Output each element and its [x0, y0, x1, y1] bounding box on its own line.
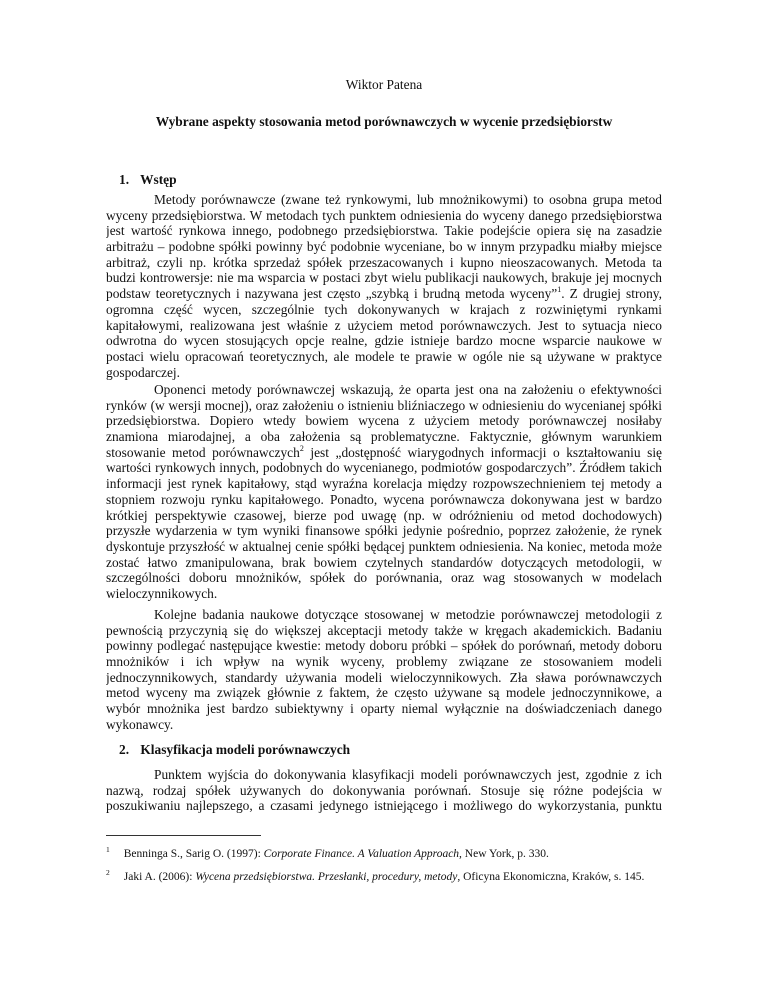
text-line [106, 508, 662, 524]
text-line [106, 208, 662, 224]
line-text: odwrotna do wycen stosujących opcje realne, gdzie istnieje bardzo mocne wsparcie naukowe w [106, 333, 662, 349]
line-text: stosowanie metod porównawczych [106, 444, 300, 460]
line-text: metod wyceny ma związek głównie z faktem, że często używane są modele jednoczynnikowe, a [106, 685, 662, 701]
footnote-author: Benninga S., Sarig O. (1997): [123, 848, 264, 860]
footnote-1 [106, 847, 662, 862]
text-line [106, 460, 662, 476]
footnote-title: Wycena przedsiębiorstwa. Przesłanki, procedury, metody [195, 871, 458, 883]
line-text: Kolejne badania naukowe dotyczące stosowanej w metodzie porównawczej metodologii z [154, 607, 662, 622]
text-line [106, 223, 662, 239]
section-title: Klasyfikacja modeli porównawczych [140, 742, 351, 757]
text-line [106, 365, 662, 381]
text-line [106, 302, 662, 318]
line-text: arbitrażu – podobne spółki powinny być podobnie wyceniane, bo w innym przypadku miałby miejsce [106, 239, 662, 255]
line-text: wartości rynkowych innych, podobnych do wycenianego, podmiotów gospodarczych”. Źródłem takich [106, 460, 662, 476]
text-line [106, 570, 662, 586]
line-text: wybór mnożnika jest bardzo subiektywny i oparty niemal wyłącznie na doświadczeniach danego [106, 701, 662, 717]
text-line [106, 670, 662, 686]
text-line [106, 555, 662, 571]
line-text: Oponenci metody porównawczej wskazują, że oparta jest ona na założeniu o efektywności [154, 382, 662, 397]
footnote-publisher: , Oficyna Ekonomiczna, Kraków, s. 145. [457, 871, 645, 883]
paragraph [106, 767, 662, 814]
line-text: przedsiębiorstwa. Dopiero wtedy bowiem wycena z użyciem metody porównawczej nosiłaby [106, 413, 662, 429]
footnote-number: 2 [106, 868, 110, 877]
line-text: znamiona miarodajnej, a oba założenia są problematyczne. Faktycznie, głównym warunkiem [106, 429, 662, 445]
line-text: wykonawcy. [106, 716, 174, 732]
section-heading-2 [119, 742, 350, 758]
text-line [106, 286, 662, 302]
footnote-title: Corporate Finance. A Valuation Approach, [263, 848, 462, 860]
paragraph [106, 192, 662, 380]
footnote-publisher: New York, p. 330. [461, 848, 549, 860]
line-text: przyszłe wydarzenia w tym wyniki finansowe spółki jedynie pośrednio, poprzez założenie, że rynek [106, 523, 662, 539]
line-text: szczególności doboru mnożników, spółek do porównania, oraz wag stosowanych w modelach [106, 570, 662, 586]
text-line [106, 654, 662, 670]
line-text: budzi kontrowersje: nie ma wsparcia w postaci zbyt wielu publikacji naukowych, brakuje jej mocnych [106, 270, 662, 286]
line-text: wieloczynnikowych. [106, 585, 218, 601]
section-number: 2. [119, 742, 130, 757]
line-text: mnożników i ich wpływ na wynik wyceny, problemy związane ze stosowaniem modeli [106, 654, 662, 670]
line-text: nazwą, rodzaj spółek używanych do dokonywania porównań. Stosuje się różne podejścia w [106, 782, 662, 798]
line-text: wyceny przedsiębiorstwa. W metodach tych punktem odniesienia do wyceny danego przedsiębiorstwa [106, 207, 662, 223]
text-line [106, 638, 662, 654]
footnote-reference[interactable]: 2 [299, 444, 304, 453]
line-text: kapitałowymi, realizowana jest właśnie z użyciem metod porównawczych. Jest to sytuacja nieco [106, 317, 662, 333]
text-line [106, 539, 662, 555]
text-line [106, 429, 662, 445]
line-text: dyskontuje przyszłość w aktualnej cenie spółki będącej punktem odniesienia. Na koniec, metoda może [106, 538, 662, 554]
footnote-2 [106, 870, 646, 885]
author-name: Wiktor Patena [345, 77, 423, 92]
text-line [106, 398, 662, 414]
line-text: pewnością przyczynią się do większej akceptacji metody także w kręgach akademickich. Badaniu [106, 622, 662, 638]
text-line [106, 445, 662, 461]
text-line [106, 349, 662, 365]
line-text: informacji jest rynek kapitałowy, stąd wyraźna korelacja między rozpowszechnieniem tej metody a [106, 476, 662, 492]
text-line [106, 413, 662, 429]
line-text: krótkiej perspektywie czasowej, bierze pod uwagę (np. w odróżnieniu od metod dochodowych) [106, 507, 662, 523]
document-title: Wybrane aspekty stosowania metod porównawczych w wycenie przedsiębiorstw [155, 114, 613, 129]
line-text: powinny podlegać następujące kwestie: metody doboru próbki – spółek do porównań, metody doboru [106, 638, 662, 654]
text-line [106, 192, 662, 208]
line-text: podstaw teoretycznych i nazywana jest często „szybką i brudną metoda wyceny” [106, 286, 558, 302]
line-text: stopniem rozwoju rynku kapitałowego. Ponadto, wycena porównawcza dokonywana jest w bardzo [106, 491, 662, 507]
text-line [106, 783, 662, 799]
text-line [106, 623, 662, 639]
line-text: gospodarczej. [106, 364, 180, 380]
footnote-separator [106, 835, 261, 836]
text-line [106, 717, 662, 733]
text-line [106, 701, 662, 717]
footnote-author: Jaki A. (2006): [123, 871, 196, 883]
text-line [106, 798, 662, 814]
line-text: rynków (w wersji mocnej), oraz założeniu o istnieniu bliźniaczego w odniesieniu do wycenianej spółki [106, 397, 662, 413]
line-text: zostać łatwo zmanipulowana, brak bowiem czytelnych standardów dotyczących metodologii, w [106, 554, 662, 570]
footnote-reference[interactable]: 1 [557, 286, 562, 295]
text-line [106, 382, 662, 398]
paragraph [106, 382, 662, 602]
line-text: poszukiwaniu najlepszego, a czasami jedynego istniejącego i możliwego do wykorzystania, punktu [106, 798, 662, 814]
text-line [106, 685, 662, 701]
section-heading-1 [119, 172, 177, 188]
footnote-number: 1 [106, 845, 110, 854]
text-line [106, 333, 662, 349]
text-line [106, 586, 662, 602]
line-text: jednoczynnikowych, standardy używania modeli wieloczynnikowych. Zła sława porównawczych [106, 669, 662, 685]
text-line [106, 255, 662, 271]
line-text: arbitraż, czyli np. krótka sprzedaż spółek przeszacowanych i kupno nieoszacowanych. Metoda ta [106, 254, 662, 270]
line-text: . Z drugiej strony, [561, 286, 662, 302]
section-title: Wstęp [140, 172, 177, 187]
text-line [106, 270, 662, 286]
line-text: postaci wielu opracowań teoretycznych, ale modele te prawie w ogóle nie są używane w praktyce [106, 348, 662, 364]
text-line [106, 767, 662, 783]
text-line [106, 523, 662, 539]
line-text: ogromna część wycen, szczególnie tych dokonywanych w krajach z rozwiniętymi rynkami [106, 301, 662, 317]
line-text: jest „dostępność wiarygodnych informacji o kształtowaniu się [303, 444, 662, 460]
text-line [106, 607, 662, 623]
line-text: Punktem wyjścia do dokonywania klasyfikacji modeli porównawczych jest, zgodnie z ich [154, 767, 662, 782]
line-text: jest wartość rynkowa innego, podobnego przedsiębiorstwa. Takie podejście opiera się na zasadzie [106, 223, 662, 239]
text-line [106, 476, 662, 492]
text-line [106, 492, 662, 508]
line-text: Metody porównawcze (zwane też rynkowymi, lub mnożnikowymi) to osobna grupa metod [154, 192, 662, 207]
text-line [106, 239, 662, 255]
paragraph [106, 607, 662, 733]
text-line [106, 318, 662, 334]
section-number: 1. [119, 172, 130, 187]
